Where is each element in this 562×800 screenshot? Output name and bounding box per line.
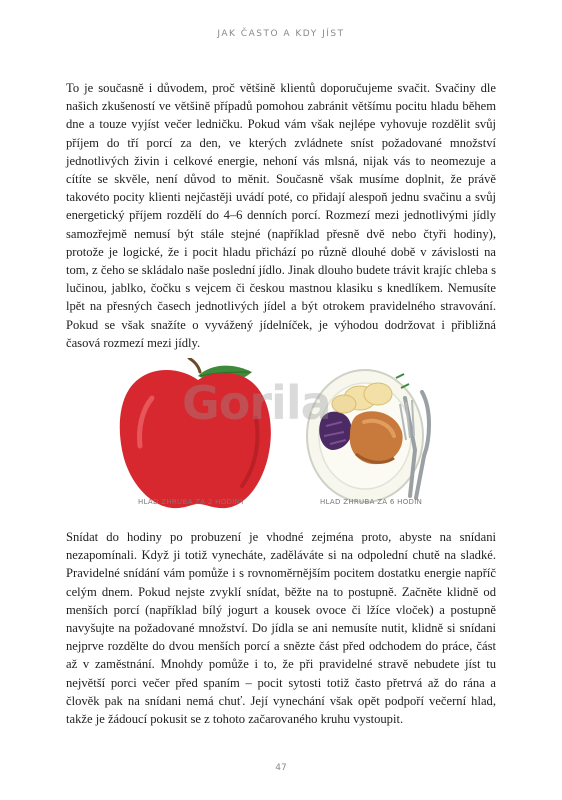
page-number: 47 <box>275 763 287 773</box>
body-paragraph-1: To je současně i důvodem, proč většině klientů doporučujeme svačit. Svačiny dle našich zkušeností ve většině případů pomohou zabránit většímu pocitu hladu během dne a touze vyjíst večer ledničku. Pokud vám však nejlépe vyhovuje rozdělit svůj příjem do tří porcí za den, ve kterých zvládnete sníst požadované množství jednotlivých živin i celkové energie, nehoní vás mlsná, nijak vás to neomezuje a cítíte se skvěle, není důvod to měnit. Současně však musíme doplnit, že právě takovéto pocity klienti nejčastěji uvádí poté, co přidají alespoň jednu svačinu a svůj energetický příjem rozdělí do 4–6 denních porcí. Rozmezí mezi jednotlivými jídly samozřejmě nemusí být stále stejné (například přesně dvě nebo čtyři hodiny), protože je logické, že i pocit hladu přichází po různě dlouhé době v závislosti na tom, z čeho se skládalo naše poslední jídlo. Jinak dlouho budete trávit krajíc chleba s lučinou, jablko, čočku s vejcem či českou mastnou klasiku s knedlíkem. Nemusíte lpět na přesných časech jednotlivých jídel a být otrokem pravidelného stravování. Pokud se však snažíte o vyvážený jídelníček, je výhodou dodržovat i přibližná časová rozmezí mezi jídly. <box>66 81 496 350</box>
meal-caption: HLAD ZHRUBA ZA 6 HODIN <box>320 498 423 506</box>
apple-caption: HLAD ZHRUBA ZA 2 HODINY <box>138 498 245 506</box>
running-header: JAK ČASTO A KDY JÍST <box>217 29 345 39</box>
body-paragraph-2: Snídat do hodiny po probuzení je vhodné zejména proto, abyste na snídani nezapomínali. Když ji totiž vynecháte, zaděláváte si na odpolední chutě na sladké. Pravidelné snídání vám pomůže i s rovnoměrnějším pocitem dostatku energie napříč celým dnem. Pokud nejste zvyklí snídat, běžte na to postupně. Začněte klidně od menších porcí (například bílý jogurt a kousek ovoce či lžíce vloček) a postupně navyšujte na požadované množství. Do jídla se ani nemusíte nutit, klidně si snídani nejprve rozdělte do dvou menších porcí a snězte část před odchodem do práce, část až v zaměstnání. Mnohdy pomůže i to, že při pravidelné stravě nebudete jíst tu největší porci večer před spaním – pocit sytosti totiž často přetrvá až do rána a člověk pak na snídani nemá chuť. Její vynechání však opět podpoří večerní hlad, takže je žádoucí pokusit se z tohoto začarovaného kruhu vystoupit. <box>66 530 496 727</box>
publisher-watermark: Gorila <box>182 376 331 430</box>
